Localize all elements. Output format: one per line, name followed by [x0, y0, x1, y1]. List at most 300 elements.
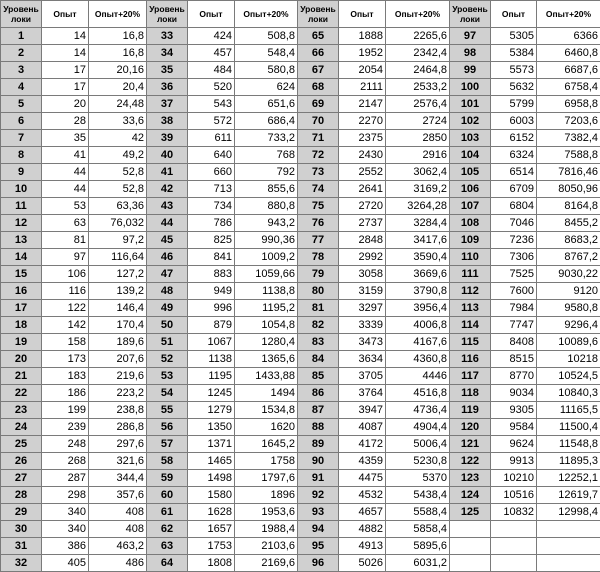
xp-cell: 2720	[339, 198, 386, 215]
xp-cell: 2270	[339, 113, 386, 130]
xp20-cell: 5895,6	[386, 538, 450, 555]
level-cell: 69	[298, 96, 339, 113]
xp20-cell: 733,2	[235, 130, 298, 147]
xp-cell: 996	[188, 300, 235, 317]
xp-cell: 1195	[188, 368, 235, 385]
xp20-cell: 12619,7	[537, 487, 600, 504]
xp20-cell: 1433,88	[235, 368, 298, 385]
xp20-cell: 1797,6	[235, 470, 298, 487]
xp-cell: 734	[188, 198, 235, 215]
level-cell: 25	[1, 436, 42, 453]
level-cell: 5	[1, 96, 42, 113]
level-cell: 17	[1, 300, 42, 317]
level-cell: 122	[450, 453, 491, 470]
level-cell: 105	[450, 164, 491, 181]
level-cell: 13	[1, 232, 42, 249]
xp20-cell: 4006,8	[386, 317, 450, 334]
xp20-header: Опыт+20%	[89, 1, 147, 28]
level-cell: 22	[1, 385, 42, 402]
level-cell: 30	[1, 521, 42, 538]
xp-cell: 386	[42, 538, 89, 555]
level-cell: 61	[147, 504, 188, 521]
table-row	[1, 249, 600, 266]
xp-cell: 1279	[188, 402, 235, 419]
level-cell: 84	[298, 351, 339, 368]
level-cell: 107	[450, 198, 491, 215]
level-cell: 11	[1, 198, 42, 215]
xp-cell: 1952	[339, 45, 386, 62]
level-cell: 16	[1, 283, 42, 300]
level-cell: 4	[1, 79, 42, 96]
empty-cell	[537, 538, 600, 555]
level-cell: 2	[1, 45, 42, 62]
level-cell: 9	[1, 164, 42, 181]
level-cell: 74	[298, 181, 339, 198]
xp-cell: 8515	[491, 351, 537, 368]
level-header: Уровень локи	[450, 1, 491, 28]
level-cell: 106	[450, 181, 491, 198]
xp20-cell: 2533,2	[386, 79, 450, 96]
xp20-cell: 10840,3	[537, 385, 600, 402]
xp-header: Опыт	[188, 1, 235, 28]
xp20-cell: 580,8	[235, 62, 298, 79]
xp20-cell: 238,8	[89, 402, 147, 419]
xp-cell: 1067	[188, 334, 235, 351]
xp-cell: 543	[188, 96, 235, 113]
table-row	[1, 436, 600, 453]
level-cell: 80	[298, 283, 339, 300]
xp20-cell: 1365,6	[235, 351, 298, 368]
xp20-cell: 855,6	[235, 181, 298, 198]
xp20-cell: 3284,4	[386, 215, 450, 232]
xp-cell: 186	[42, 385, 89, 402]
xp20-cell: 768	[235, 147, 298, 164]
empty-cell	[450, 538, 491, 555]
level-cell: 47	[147, 266, 188, 283]
table-row	[1, 62, 600, 79]
xp-cell: 17	[42, 79, 89, 96]
xp-cell: 8408	[491, 334, 537, 351]
xp-cell: 158	[42, 334, 89, 351]
xp20-cell: 1059,66	[235, 266, 298, 283]
xp20-cell: 42	[89, 130, 147, 147]
table-row	[1, 198, 600, 215]
xp20-cell: 2850	[386, 130, 450, 147]
xp-cell: 7306	[491, 249, 537, 266]
xp20-cell: 76,032	[89, 215, 147, 232]
xp20-cell: 1953,6	[235, 504, 298, 521]
xp20-cell: 223,2	[89, 385, 147, 402]
level-cell: 124	[450, 487, 491, 504]
xp-cell: 2430	[339, 147, 386, 164]
xp20-cell: 943,2	[235, 215, 298, 232]
xp-cell: 660	[188, 164, 235, 181]
xp-cell: 287	[42, 470, 89, 487]
xp-cell: 3159	[339, 283, 386, 300]
xp-cell: 640	[188, 147, 235, 164]
xp-cell: 1580	[188, 487, 235, 504]
level-cell: 6	[1, 113, 42, 130]
xp-cell: 883	[188, 266, 235, 283]
level-cell: 119	[450, 402, 491, 419]
level-cell: 52	[147, 351, 188, 368]
xp20-cell: 170,4	[89, 317, 147, 334]
xp-cell: 6804	[491, 198, 537, 215]
xp20-cell: 207,6	[89, 351, 147, 368]
table-row	[1, 147, 600, 164]
empty-cell	[491, 521, 537, 538]
level-cell: 43	[147, 198, 188, 215]
level-cell: 120	[450, 419, 491, 436]
level-cell: 102	[450, 113, 491, 130]
xp-cell: 8770	[491, 368, 537, 385]
xp20-cell: 4904,4	[386, 419, 450, 436]
xp20-cell: 7203,6	[537, 113, 600, 130]
xp20-cell: 1645,2	[235, 436, 298, 453]
level-cell: 23	[1, 402, 42, 419]
xp20-cell: 408	[89, 521, 147, 538]
xp-cell: 2552	[339, 164, 386, 181]
level-cell: 71	[298, 130, 339, 147]
xp20-cell: 6460,8	[537, 45, 600, 62]
xp-cell: 3297	[339, 300, 386, 317]
xp-cell: 106	[42, 266, 89, 283]
xp20-cell: 7588,8	[537, 147, 600, 164]
xp20-cell: 63,36	[89, 198, 147, 215]
xp-cell: 6514	[491, 164, 537, 181]
xp-cell: 20	[42, 96, 89, 113]
xp-cell: 405	[42, 555, 89, 572]
xp-cell: 611	[188, 130, 235, 147]
xp20-header: Опыт+20%	[235, 1, 298, 28]
level-cell: 76	[298, 215, 339, 232]
xp20-cell: 1494	[235, 385, 298, 402]
level-cell: 10	[1, 181, 42, 198]
xp20-cell: 116,64	[89, 249, 147, 266]
xp20-cell: 8683,2	[537, 232, 600, 249]
xp-cell: 1350	[188, 419, 235, 436]
level-cell: 77	[298, 232, 339, 249]
level-cell: 3	[1, 62, 42, 79]
level-cell: 64	[147, 555, 188, 572]
xp20-cell: 321,6	[89, 453, 147, 470]
xp-cell: 2054	[339, 62, 386, 79]
table-row	[1, 232, 600, 249]
xp-cell: 1465	[188, 453, 235, 470]
xp20-cell: 651,6	[235, 96, 298, 113]
xp-cell: 9305	[491, 402, 537, 419]
level-cell: 54	[147, 385, 188, 402]
xp-cell: 5026	[339, 555, 386, 572]
xp-cell: 1498	[188, 470, 235, 487]
level-cell: 8	[1, 147, 42, 164]
xp-cell: 14	[42, 28, 89, 45]
level-cell: 19	[1, 334, 42, 351]
xp-cell: 35	[42, 130, 89, 147]
xp20-cell: 52,8	[89, 164, 147, 181]
xp20-cell: 12252,1	[537, 470, 600, 487]
xp20-cell: 11895,3	[537, 453, 600, 470]
xp-cell: 3473	[339, 334, 386, 351]
level-cell: 101	[450, 96, 491, 113]
xp20-cell: 97,2	[89, 232, 147, 249]
xp20-cell: 1534,8	[235, 402, 298, 419]
empty-cell	[491, 538, 537, 555]
xp20-cell: 2464,8	[386, 62, 450, 79]
xp-cell: 53	[42, 198, 89, 215]
xp20-cell: 11500,4	[537, 419, 600, 436]
xp-cell: 457	[188, 45, 235, 62]
xp20-cell: 7382,4	[537, 130, 600, 147]
level-cell: 96	[298, 555, 339, 572]
level-cell: 82	[298, 317, 339, 334]
level-cell: 18	[1, 317, 42, 334]
xp20-cell: 1988,4	[235, 521, 298, 538]
level-cell: 1	[1, 28, 42, 45]
xp-cell: 4913	[339, 538, 386, 555]
level-cell: 26	[1, 453, 42, 470]
xp-cell: 2848	[339, 232, 386, 249]
xp20-cell: 7816,46	[537, 164, 600, 181]
level-cell: 15	[1, 266, 42, 283]
xp-cell: 7984	[491, 300, 537, 317]
level-cell: 112	[450, 283, 491, 300]
xp20-cell: 5588,4	[386, 504, 450, 521]
xp-cell: 5632	[491, 79, 537, 96]
level-cell: 100	[450, 79, 491, 96]
xp-cell: 3947	[339, 402, 386, 419]
level-cell: 12	[1, 215, 42, 232]
xp20-cell: 297,6	[89, 436, 147, 453]
xp20-cell: 1009,2	[235, 249, 298, 266]
level-cell: 89	[298, 436, 339, 453]
xp20-cell: 3062,4	[386, 164, 450, 181]
level-cell: 98	[450, 45, 491, 62]
xp-cell: 2737	[339, 215, 386, 232]
table-row	[1, 266, 600, 283]
level-cell: 121	[450, 436, 491, 453]
level-cell: 59	[147, 470, 188, 487]
xp-cell: 1245	[188, 385, 235, 402]
xp20-cell: 219,6	[89, 368, 147, 385]
xp20-cell: 990,36	[235, 232, 298, 249]
level-cell: 28	[1, 487, 42, 504]
table-row	[1, 504, 600, 521]
xp20-cell: 9580,8	[537, 300, 600, 317]
xp-cell: 17	[42, 62, 89, 79]
xp-cell: 3339	[339, 317, 386, 334]
xp-cell: 1371	[188, 436, 235, 453]
xp-cell: 97	[42, 249, 89, 266]
level-cell: 14	[1, 249, 42, 266]
xp20-cell: 2103,6	[235, 538, 298, 555]
table-row	[1, 317, 600, 334]
xp-cell: 6709	[491, 181, 537, 198]
xp-cell: 340	[42, 521, 89, 538]
xp-cell: 9034	[491, 385, 537, 402]
xp20-cell: 3669,6	[386, 266, 450, 283]
xp-cell: 7236	[491, 232, 537, 249]
xp-cell: 6003	[491, 113, 537, 130]
xp20-cell: 357,6	[89, 487, 147, 504]
xp-cell: 3705	[339, 368, 386, 385]
xp20-cell: 10218	[537, 351, 600, 368]
level-cell: 91	[298, 470, 339, 487]
level-cell: 36	[147, 79, 188, 96]
xp-cell: 10516	[491, 487, 537, 504]
xp20-cell: 880,8	[235, 198, 298, 215]
level-cell: 87	[298, 402, 339, 419]
xp-cell: 81	[42, 232, 89, 249]
level-cell: 110	[450, 249, 491, 266]
xp20-cell: 1758	[235, 453, 298, 470]
xp20-cell: 33,6	[89, 113, 147, 130]
level-cell: 31	[1, 538, 42, 555]
xp-cell: 41	[42, 147, 89, 164]
xp20-cell: 10089,6	[537, 334, 600, 351]
xp-cell: 3764	[339, 385, 386, 402]
xp20-cell: 5370	[386, 470, 450, 487]
xp20-cell: 146,4	[89, 300, 147, 317]
level-cell: 58	[147, 453, 188, 470]
level-cell: 115	[450, 334, 491, 351]
level-cell: 7	[1, 130, 42, 147]
level-cell: 85	[298, 368, 339, 385]
xp20-cell: 1054,8	[235, 317, 298, 334]
level-cell: 111	[450, 266, 491, 283]
xp20-cell: 49,2	[89, 147, 147, 164]
xp-cell: 7600	[491, 283, 537, 300]
level-header: Уровень локи	[147, 1, 188, 28]
xp20-cell: 11165,5	[537, 402, 600, 419]
table-row	[1, 45, 600, 62]
table-row	[1, 351, 600, 368]
xp20-cell: 486	[89, 555, 147, 572]
level-cell: 114	[450, 317, 491, 334]
xp20-cell: 12998,4	[537, 504, 600, 521]
xp-cell: 879	[188, 317, 235, 334]
level-cell: 35	[147, 62, 188, 79]
xp20-header: Опыт+20%	[537, 1, 600, 28]
xp-cell: 10832	[491, 504, 537, 521]
xp20-cell: 5858,4	[386, 521, 450, 538]
xp20-cell: 1280,4	[235, 334, 298, 351]
xp20-cell: 548,4	[235, 45, 298, 62]
level-cell: 73	[298, 164, 339, 181]
level-cell: 27	[1, 470, 42, 487]
level-cell: 44	[147, 215, 188, 232]
xp20-cell: 3590,4	[386, 249, 450, 266]
xp20-cell: 8455,2	[537, 215, 600, 232]
xp-cell: 520	[188, 79, 235, 96]
xp20-cell: 20,4	[89, 79, 147, 96]
xp-cell: 9584	[491, 419, 537, 436]
xp-cell: 183	[42, 368, 89, 385]
level-cell: 56	[147, 419, 188, 436]
xp-cell: 2111	[339, 79, 386, 96]
table-row	[1, 113, 600, 130]
xp-cell: 142	[42, 317, 89, 334]
level-cell: 49	[147, 300, 188, 317]
xp-cell: 340	[42, 504, 89, 521]
xp20-cell: 139,2	[89, 283, 147, 300]
empty-cell	[537, 555, 600, 572]
table-row	[1, 555, 600, 572]
xp-cell: 173	[42, 351, 89, 368]
xp20-cell: 2169,6	[235, 555, 298, 572]
xp-cell: 1753	[188, 538, 235, 555]
xp-cell: 268	[42, 453, 89, 470]
table-row	[1, 487, 600, 504]
xp20-cell: 6687,6	[537, 62, 600, 79]
level-cell: 93	[298, 504, 339, 521]
xp-cell: 6324	[491, 147, 537, 164]
level-cell: 66	[298, 45, 339, 62]
xp-cell: 248	[42, 436, 89, 453]
xp20-cell: 5438,4	[386, 487, 450, 504]
level-cell: 86	[298, 385, 339, 402]
xp-cell: 28	[42, 113, 89, 130]
xp20-cell: 2916	[386, 147, 450, 164]
level-cell: 113	[450, 300, 491, 317]
xp20-cell: 4516,8	[386, 385, 450, 402]
xp20-cell: 6366	[537, 28, 600, 45]
level-cell: 83	[298, 334, 339, 351]
xp-cell: 122	[42, 300, 89, 317]
xp20-cell: 11548,8	[537, 436, 600, 453]
xp20-cell: 2265,6	[386, 28, 450, 45]
xp20-cell: 4360,8	[386, 351, 450, 368]
xp20-cell: 3264,28	[386, 198, 450, 215]
xp-cell: 7525	[491, 266, 537, 283]
xp-cell: 298	[42, 487, 89, 504]
xp-cell: 5384	[491, 45, 537, 62]
empty-cell	[450, 555, 491, 572]
xp-cell: 4657	[339, 504, 386, 521]
empty-cell	[491, 555, 537, 572]
xp-cell: 4532	[339, 487, 386, 504]
level-cell: 55	[147, 402, 188, 419]
xp20-cell: 344,4	[89, 470, 147, 487]
level-cell: 57	[147, 436, 188, 453]
xp-cell: 44	[42, 181, 89, 198]
xp20-cell: 6958,8	[537, 96, 600, 113]
level-cell: 50	[147, 317, 188, 334]
xp20-cell: 3790,8	[386, 283, 450, 300]
xp20-cell: 4167,6	[386, 334, 450, 351]
xp-cell: 199	[42, 402, 89, 419]
level-header: Уровень локи	[1, 1, 42, 28]
level-cell: 21	[1, 368, 42, 385]
xp20-cell: 2724	[386, 113, 450, 130]
level-header: Уровень локи	[298, 1, 339, 28]
level-cell: 88	[298, 419, 339, 436]
xp20-cell: 24,48	[89, 96, 147, 113]
xp20-cell: 286,8	[89, 419, 147, 436]
level-cell: 40	[147, 147, 188, 164]
xp-cell: 9913	[491, 453, 537, 470]
level-cell: 38	[147, 113, 188, 130]
xp-cell: 2641	[339, 181, 386, 198]
level-cell: 97	[450, 28, 491, 45]
xp-cell: 1888	[339, 28, 386, 45]
level-cell: 39	[147, 130, 188, 147]
xp-cell: 484	[188, 62, 235, 79]
level-cell: 125	[450, 504, 491, 521]
xp-cell: 5305	[491, 28, 537, 45]
xp20-cell: 463,2	[89, 538, 147, 555]
table-row	[1, 419, 600, 436]
